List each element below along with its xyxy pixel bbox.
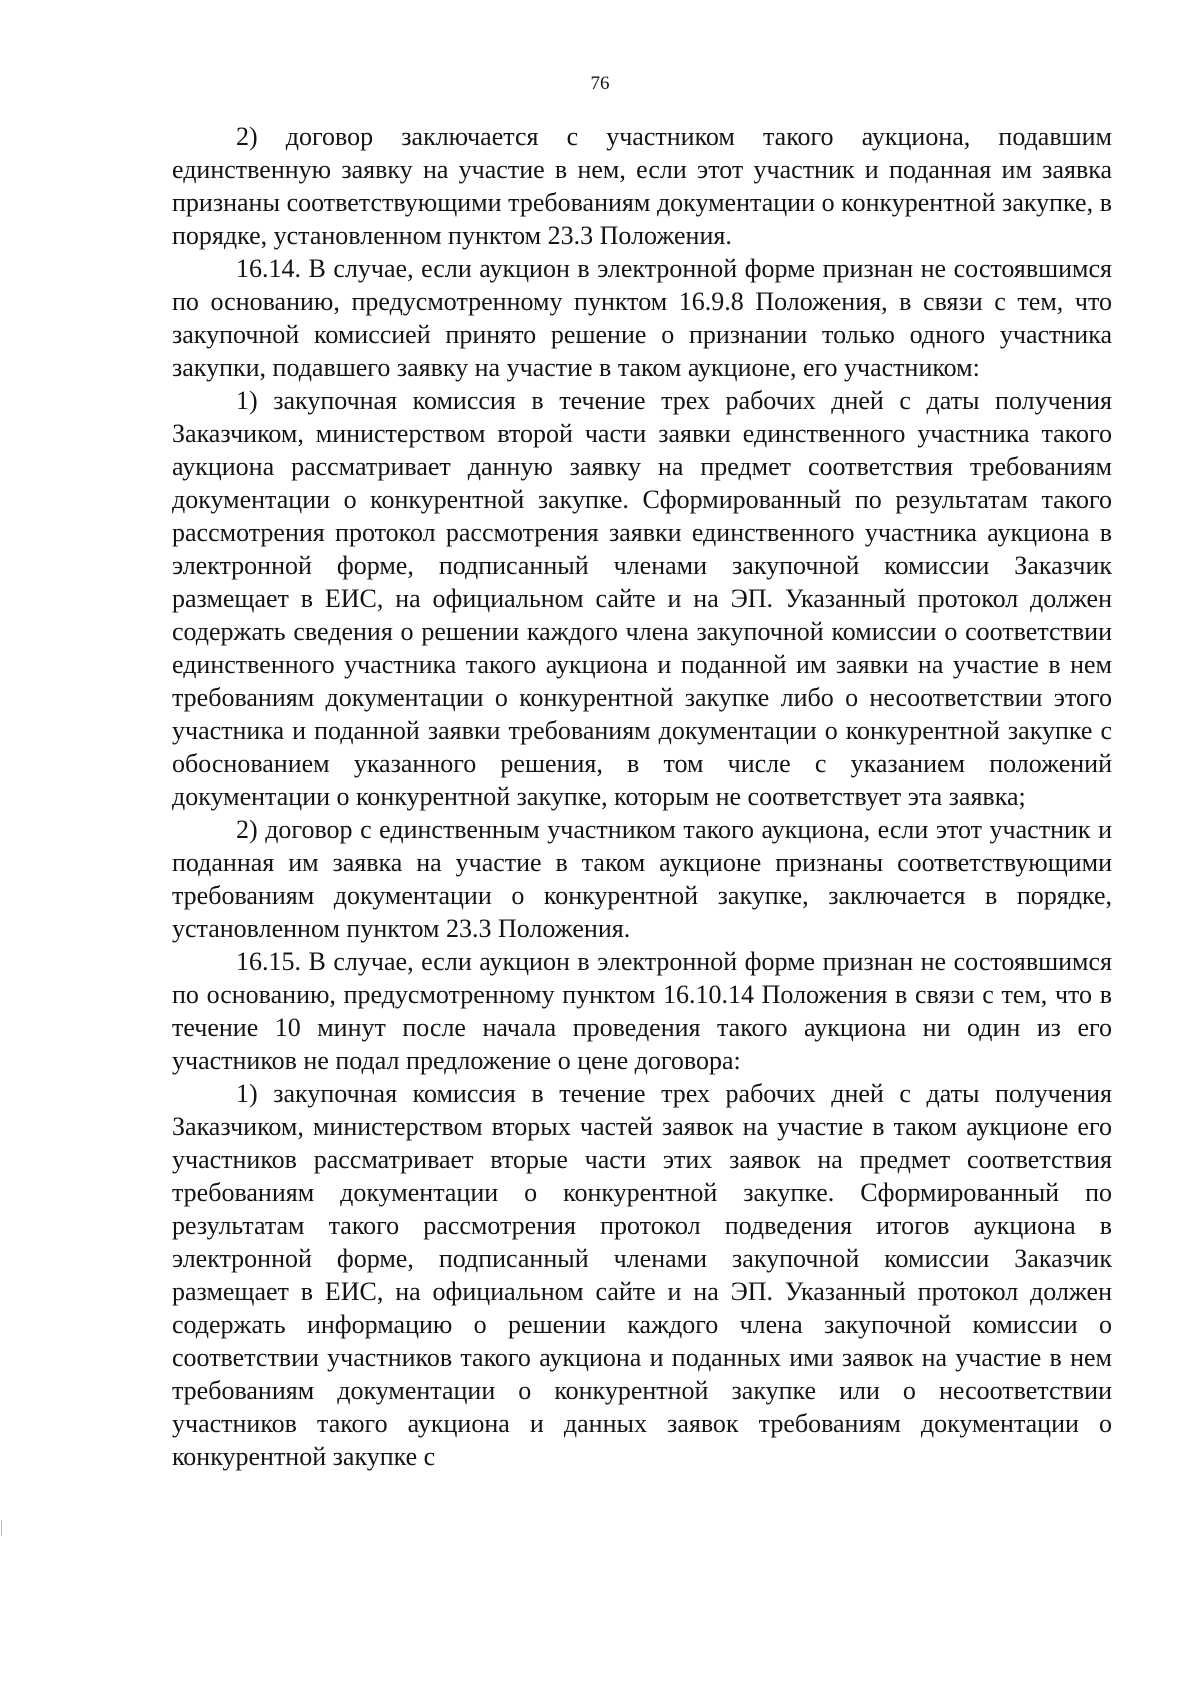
paragraph-16-14-item-1: 1) закупочная комиссия в течение трех рабочих дней с даты получения Заказчиком, министерством второй части заявки единственного участника такого аукциона рассматривает данную заявку на предмет соответствия требованиям документации о конкурентной закупке. Сформированный по результатам такого рассмотрения протокол рассмотрения заявки единственного участника аукциона в электронной форме, подписанный членами закупочной комиссии Заказчик размещает в ЕИС, на официальном сайте и на ЭП. Указанный протокол должен содержать сведения о решении каждого члена закупочной комиссии о соответствии единственного участника такого аукциона и поданной им заявки на участие в нем требованиям документации о конкурентной закупке либо о несоответствии этого участника и поданной заявки требованиям документации о конкурентной закупке с обоснованием указанного решения, в том числе с указанием положений документации о конкурентной закупке, которым не соответствует эта заявка; (172, 386, 1112, 811)
paragraph-16-14-item-2: 2) договор с единственным участником такого аукциона, если этот участник и поданная им заявка на участие в таком аукционе признаны соответствующими требованиям документации о конкурентной закупке, заключается в порядке, установленном пунктом 23.3 Положения. (172, 815, 1112, 943)
page-number: 76 (590, 73, 610, 94)
scan-margin-mark (1, 1520, 2, 1536)
paragraph-16-15-item-1: 1) закупочная комиссия в течение трех рабочих дней с даты получения Заказчиком, министерством вторых частей заявок на участие в таком аукционе его участников рассматривает вторые части этих заявок на предмет соответствия требованиям документации о конкурентной закупке. Сформированный по результатам такого рассмотрения протокол подведения итогов аукциона в электронной форме, подписанный членами закупочной комиссии Заказчик размещает в ЕИС, на официальном сайте и на ЭП. Указанный протокол должен содержать информацию о решении каждого члена закупочной комиссии о соответствии участников такого аукциона и поданных ими заявок на участие в нем требованиям документации о конкурентной закупке или о несоответствии участников такого аукциона и данных заявок требованиям документации о конкурентной закупке с (172, 1079, 1112, 1471)
paragraph-16-15: 16.15. В случае, если аукцион в электронной форме признан не состоявшимся по основанию, предусмотренному пунктом 16.10.14 Положения в связи с тем, что в течение 10 минут после начала проведения такого аукциона ни один из его участников не подал предложение о цене договора: (172, 947, 1112, 1075)
document-body (172, 120, 1112, 1473)
paragraph-16-14: 16.14. В случае, если аукцион в электронной форме признан не состоявшимся по основанию, предусмотренному пунктом 16.9.8 Положения, в связи с тем, что закупочной комиссией принято решение о признании только одного участника закупки, подавшего заявку на участие в таком аукционе, его участником: (172, 254, 1112, 382)
paragraph-clause-2-contract-single-bid: 2) договор заключается с участником такого аукциона, подавшим единственную заявку на участие в нем, если этот участник и поданная им заявка признаны соответствующими требованиям документации о конкурентной закупке, в порядке, установленном пунктом 23.3 Положения. (172, 122, 1112, 250)
